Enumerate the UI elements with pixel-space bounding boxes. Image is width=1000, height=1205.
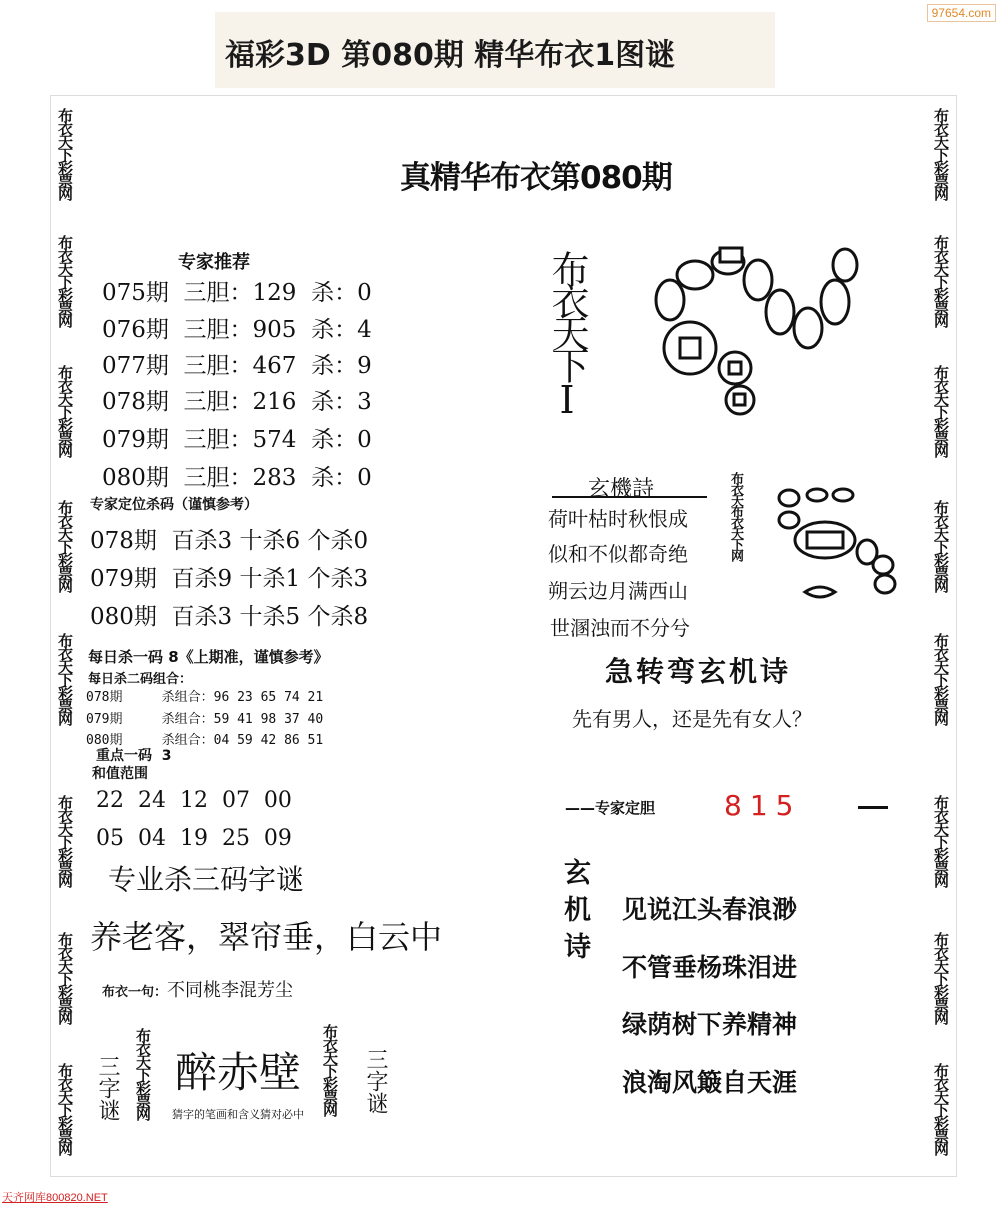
poem2-line: 浪淘风簸自天涯 [622, 1068, 798, 1097]
side-watermark-right-2: 布衣天下彩票网 [932, 235, 950, 326]
footer-watermark[interactable]: 天齐网库800820.NET [2, 1192, 108, 1204]
side-watermark-left-3: 布衣天下彩票网 [56, 365, 74, 456]
header-title: 福彩3D 第080期 精华布衣1图谜 [225, 38, 676, 73]
bead-chain-image [775, 480, 905, 605]
poem1-line: 朔云边月满西山 [548, 579, 688, 603]
riddle-text: 养老客，翠帘垂，白云中 [90, 918, 443, 956]
riddle-watermark-right: 布衣天下彩票网 [321, 1024, 339, 1115]
three-char-label-left: 三字谜 [95, 1055, 120, 1121]
expert-row: 078期 三胆：216 杀：3 [102, 389, 372, 415]
expert-dan-value: 815 [724, 789, 802, 822]
riddle-line-text: 不同桃李混芳尘 [167, 980, 294, 1001]
small-brand-vertical: 布衣天布衣天下网 [728, 472, 743, 560]
sum-range-label: 和值范围 [92, 766, 148, 782]
side-watermark-right-4: 布衣天下彩票网 [932, 500, 950, 591]
position-kill-row: 080期 百杀3 十杀5 个杀8 [90, 604, 369, 630]
side-watermark-left-7: 布衣天下彩票网 [56, 932, 74, 1023]
expert-dan-dash [858, 806, 888, 809]
daily-kill-two: 每日杀二码组合： [88, 672, 193, 687]
side-watermark-left-8: 布衣天下彩票网 [56, 1063, 74, 1154]
brand-vertical: 布衣天下Ⅰ [545, 250, 589, 416]
expert-row: 077期 三胆：467 杀：9 [102, 353, 372, 379]
side-watermark-left-4: 布衣天下彩票网 [56, 500, 74, 591]
bead-bracelet-image [640, 240, 870, 430]
side-watermark-right-3: 布衣天下彩票网 [932, 365, 950, 456]
position-kill-row: 079期 百杀9 十杀1 个杀3 [90, 566, 369, 592]
sum-values-2: 05 04 19 25 09 [96, 826, 292, 851]
riddle-center: 醉赤壁 [175, 1048, 302, 1097]
expert-row: 080期 三胆：283 杀：0 [102, 465, 372, 491]
expert-row: 079期 三胆：574 杀：0 [102, 427, 372, 453]
expert-row: 076期 三胆：905 杀：4 [102, 317, 372, 343]
site-badge[interactable]: 97654.com [927, 4, 996, 22]
side-watermark-left-1: 布衣天下彩票网 [56, 108, 74, 199]
side-watermark-left-5: 布衣天下彩票网 [56, 633, 74, 724]
page-title: 真精华布衣第080期 [400, 160, 672, 196]
side-watermark-right-6: 布衣天下彩票网 [932, 795, 950, 886]
riddle-line-label: 布衣一句： [102, 985, 168, 1000]
poem1-line: 荷叶枯时秋恨成 [548, 507, 688, 531]
three-char-label-right: 三字谜 [363, 1048, 388, 1114]
xuanji-underline [552, 496, 707, 498]
expert-heading: 专家推荐 [178, 252, 250, 273]
poem1-line: 似和不似都奇绝 [548, 542, 688, 566]
side-watermark-right-7: 布衣天下彩票网 [932, 932, 950, 1023]
poem1-line: 世溷浊而不分兮 [550, 616, 690, 640]
riddle-title: 专业杀三码字谜 [108, 863, 305, 896]
poem2-line: 不管垂杨珠泪进 [622, 953, 798, 982]
urgent-question: 先有男人，还是先有女人？ [572, 707, 812, 731]
riddle-watermark-left: 布衣天下彩票网 [134, 1028, 152, 1119]
daily-row: 078期 杀组合：96 23 65 74 21 [86, 690, 324, 705]
poem2-line: 绿荫树下养精神 [622, 1010, 798, 1039]
position-kill-heading: 专家定位杀码（谨慎参考） [90, 497, 258, 513]
side-watermark-right-5: 布衣天下彩票网 [932, 633, 950, 724]
side-watermark-right-1: 布衣天下彩票网 [932, 108, 950, 199]
position-kill-row: 078期 百杀3 十杀6 个杀0 [90, 528, 369, 554]
sum-values-1: 22 24 12 07 00 [96, 788, 292, 813]
key-code: 重点一码 3 [96, 748, 172, 764]
daily-row: 080期 杀组合：04 59 42 86 51 [86, 733, 324, 748]
side-watermark-left-6: 布衣天下彩票网 [56, 795, 74, 886]
expert-dan-label: ——专家定胆 [565, 799, 656, 817]
poem2-line: 见说江头春浪渺 [622, 895, 798, 924]
side-watermark-left-2: 布衣天下彩票网 [56, 235, 74, 326]
xuanji-heading: 玄機詩 [588, 477, 655, 502]
daily-kill-one: 每日杀一码 8《上期准，谨慎参考》 [88, 648, 329, 666]
xuanji-vertical: 玄机诗 [559, 858, 590, 969]
riddle-hint: 猜字的笔画和含义猜对必中 [172, 1108, 304, 1121]
urgent-title: 急转弯玄机诗 [605, 655, 792, 688]
expert-row: 075期 三胆：129 杀：0 [102, 280, 372, 306]
riddle-line [102, 976, 293, 1002]
side-watermark-right-8: 布衣天下彩票网 [932, 1063, 950, 1154]
daily-row: 079期 杀组合：59 41 98 37 40 [86, 712, 324, 727]
